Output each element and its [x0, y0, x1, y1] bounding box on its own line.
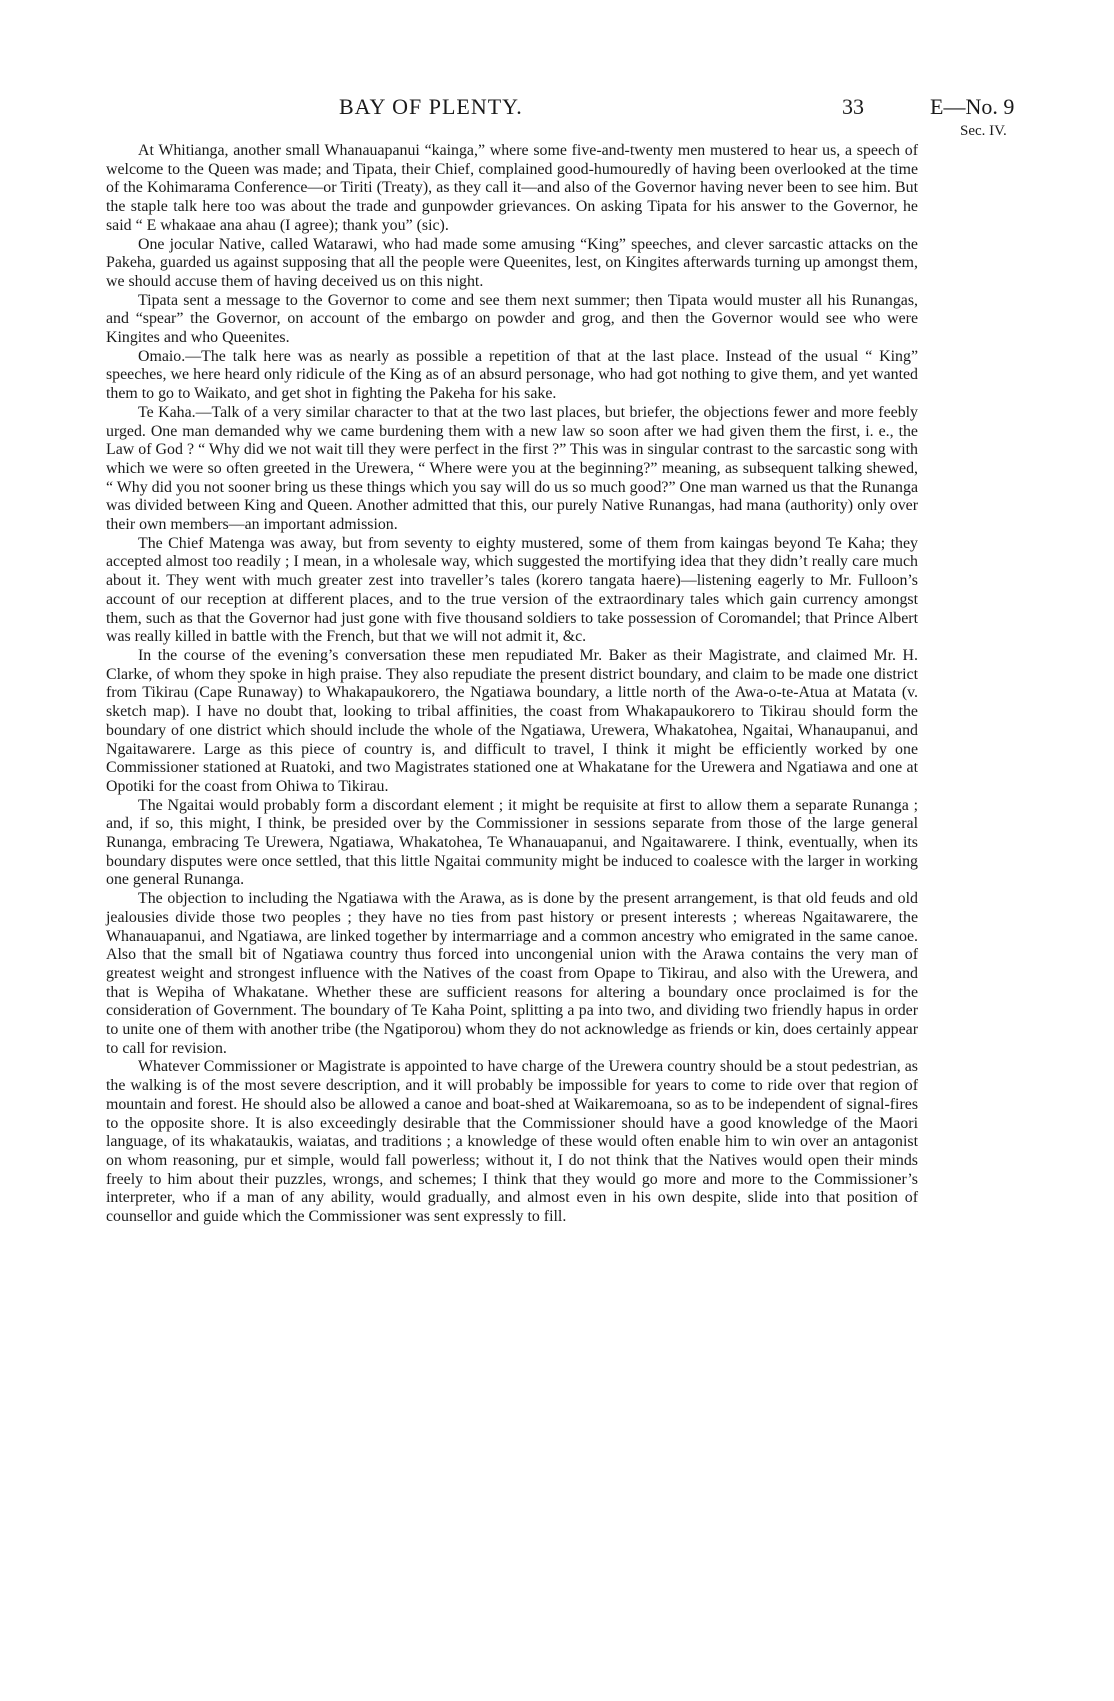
paragraph: One jocular Native, called Watarawi, who had made some amusing “King” speeches, and clever sarcastic attacks on the Pakeha, guarded us against supposing that all the people were Queenites, lest, on Kingites afterwards turning up amongst them, we should accuse them of having deceived us on this night. — [106, 235, 918, 290]
paragraph: The objection to including the Ngatiawa with the Arawa, as is done by the present arrangement, is that old feuds and old jealousies divide those two peoples ; they have no ties from past history or present interests ; whereas Ngaitawarere, the Whanauapanui, and Ngatiawa, are linked together by intermarriage and a common ancestry who emigrated in the same canoe. Also that the small bit of Ngatiawa country thus forced into uncongenial union with the Arawa contains the very man of greatest weight and strongest influence with the Natives of the coast from Opape to Tikirau, and also with the Urewera, and that is Wepiha of Whakatane. Whether these are sufficient reasons for altering a boundary once proclaimed is for the consideration of Government. The boundary of Te Kaha Point, splitting a pa into two, and dividing two friendly hapus in order to unite one of them with another tribe (the Ngatiporou) whom they do not acknowledge as friends or kin, does certainly appear to call for revision. — [106, 890, 918, 1057]
paragraph: In the course of the evening’s conversation these men repudiated Mr. Baker as their Magistrate, and claimed Mr. H. Clarke, of whom they spoke in high praise. They also repudiate the present district boundary, and claim to be made one district from Tikirau (Cape Runaway) to Whakapaukorero, the Ngatiawa boundary, a little north of the Awa-o-te-Atua at Matata (v. sketch map). I have no doubt that, looking to tribal affinities, the coast from Whakapaukorero to Tikirau should form the boundary of one district which should include the whole of the Ngatiawa, Urewera, Whakatohea, Ngaitai, Whanaupanui, and Ngaitawarere. Large as this piece of country is, and difficult to travel, I think it might be efficiently worked by one Commissioner stationed at Ruatoki, and two Magistrates stationed one at Whakatane for the Urewera and Ngatiawa and one at Opotiki for the coast from Ohiwa to Tikirau. — [106, 646, 918, 795]
paragraph: Tipata sent a message to the Governor to come and see them next summer; then Tipata would muster all his Runangas, and “spear” the Governor, on account of the embargo on powder and grog, and then the Governor would see who were Kingites and who Queenites. — [106, 291, 918, 347]
body-text — [106, 142, 918, 1227]
page-title: BAY OF PLENTY. — [339, 94, 523, 119]
section-reference: Sec. IV. — [960, 123, 1007, 139]
paragraph: The Ngaitai would probably form a discordant element ; it might be requisite at first to allow them a separate Runanga ; and, if so, this might, I think, be presided over by the Commissioner in sessions separate from those of the large general Runanga, embracing Te Urewera, Ngatiawa, Whakatohea, Te Whanauapanui, and Ngaitawarere. I think, eventually, when its boundary disputes were once settled, that this little Ngaitai community might be induced to coalesce with the larger in working one general Runanga. — [106, 796, 918, 889]
paragraph: Whatever Commissioner or Magistrate is appointed to have charge of the Urewera country should be a stout pedestrian, as the walking is of the most severe description, and it will probably be impossible for years to come to ride over that region of mountain and forest. He should also be allowed a canoe and boat-shed at Waikaremoana, so as to be independent of signal-fires to the opposite shore. It is also exceedingly desirable that the Commissioner should have a good knowledge of the Maori language, of its whakataukis, waiatas, and traditions ; a knowledge of these would often enable him to win over an antagonist on whom reasoning, pur et simple, would fall powerless; without it, I do not think that the Natives would open their minds freely to him about their puzzles, wrongs, and schemes; I think that they would go more and more to the Commissioner’s interpreter, who if a man of any ability, would gradually, and almost even in his own despite, slide into that position of counsellor and guide which the Commissioner was sent expressly to fill. — [106, 1058, 918, 1226]
paragraph: Te Kaha.—Talk of a very similar character to that at the two last places, but briefer, the objections fewer and more feebly urged. One man demanded why we came burdening them with a new law so soon after we had given them the first, i. e., the Law of God ? “ Why did we not wait till they were perfect in the first ?” This was in singular contrast to the sarcastic song with which we were so often greeted in the Urewera, “ Where were you at the beginning?” meaning, as subsequent talking shewed, “ Why did you not sooner bring us these things which you say will do us so much good?” One man warned us that the Runanga was divided between King and Queen. Another admitted that this, our purely Native Runangas, had mana (authority) only over their own members—an important admission. — [106, 403, 918, 534]
document-reference: E—No. 9 — [930, 94, 1015, 119]
paragraph: Omaio.—The talk here was as nearly as possible a repetition of that at the last place. Instead of the usual “ King” speeches, we here heard only ridicule of the King as of an absurd personage, who had got nothing to give them, and yet wanted them to go to Waikato, and get shot in fighting the Pakeha for his sake. — [106, 347, 918, 403]
page-number: 33 — [842, 94, 864, 119]
paragraph: At Whitianga, another small Whanauapanui “kainga,” where some five-and-twenty men mustered to hear us, a speech of welcome to the Queen was made; and Tipata, their Chief, complained good-humouredly of having been overlooked at the time of the Kohimarama Conference—or Tiriti (Treaty), as they call it—and also of the Governor having never been to see him. But the staple talk here too was about the trade and gunpowder grievances. On asking Tipata for his answer to the Governor, he said “ E whakaae ana ahau (I agree); thank you” (sic). — [106, 142, 918, 234]
paragraph: The Chief Matenga was away, but from seventy to eighty mustered, some of them from kaingas beyond Te Kaha; they accepted almost too readily ; I mean, in a wholesale way, which suggested the mortifying idea that they didn’t really care much about it. They went with much greater zest into traveller’s tales (korero tangata haere)—listening eagerly to Mr. Fulloon’s account of our reception at different places, and to the true version of the extraordinary tales which gain currency amongst them, such as that the Governor had just gone with five thousand soldiers to take possession of Coromandel; that Prince Albert was really killed in battle with the French, but that we will not admit it, &c. — [106, 534, 918, 646]
page-header — [0, 94, 1114, 139]
